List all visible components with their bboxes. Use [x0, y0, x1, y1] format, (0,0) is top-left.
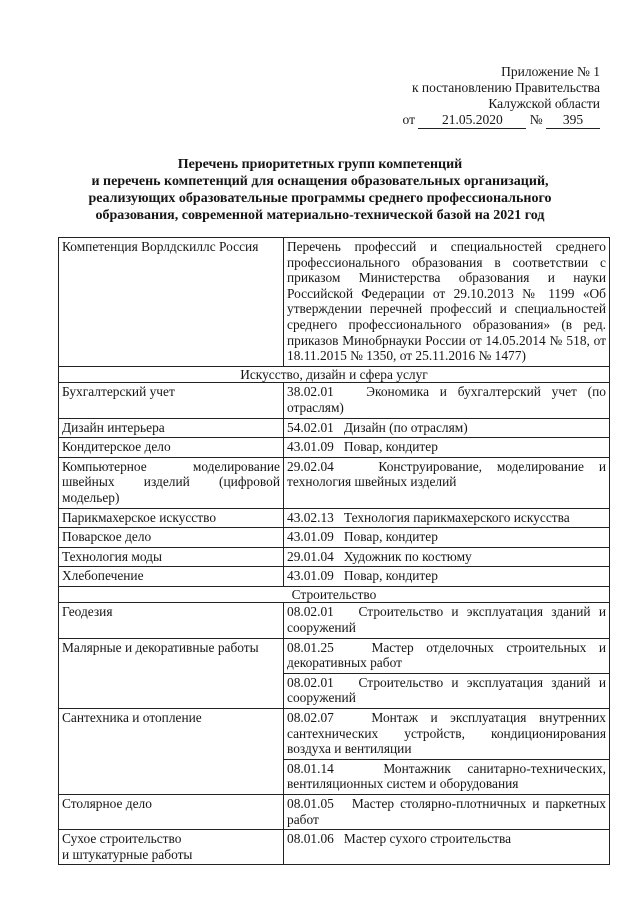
profession-code: 43.01.09 [287, 529, 334, 545]
profession-name: Дизайн (по отраслям) [340, 419, 468, 435]
profession-code: 29.02.04 [287, 458, 334, 474]
profession-cell [284, 567, 610, 587]
section-row [59, 586, 610, 603]
profession-name: Повар, кондитер [340, 568, 438, 584]
appendix-date-line [403, 112, 601, 129]
profession-cell [284, 709, 610, 760]
profession-code: 54.02.01 [287, 419, 334, 435]
table-row [59, 795, 610, 830]
profession-name: Монтаж и эксплуатация внутренних сантехнических устройств, кондиционирования воздуха и вентиляции [287, 710, 606, 757]
profession-code: 08.02.07 [287, 710, 334, 726]
profession-cell [284, 438, 610, 458]
profession-cell [284, 508, 610, 528]
competence-cell: Дизайн интерьера [59, 418, 284, 438]
appendix-block [403, 64, 601, 129]
profession-code: 08.02.01 [287, 604, 334, 620]
profession-cell [284, 418, 610, 438]
profession-code: 38.02.01 [287, 384, 334, 400]
profession-name: Строительство и эксплуатация зданий и сооружений [287, 674, 606, 706]
profession-code: 08.01.25 [287, 639, 334, 655]
profession-code: 29.01.04 [287, 548, 334, 564]
profession-cell [284, 638, 610, 673]
appendix-line-3: Калужской области [488, 96, 600, 111]
profession-cell [284, 383, 610, 418]
competence-cell: Сантехника и отопление [59, 709, 284, 760]
profession-cell [284, 673, 610, 708]
header-competence: Компетенция Ворлдскиллс Россия [59, 238, 284, 367]
competence-cell: Бухгалтерский учет [59, 383, 284, 418]
table-row [59, 638, 610, 673]
appendix-line-2: к постановлению Правительства [411, 80, 600, 95]
title-line-1: Перечень приоритетных групп компетенций [177, 157, 463, 172]
decree-number: 395 [546, 112, 600, 129]
profession-name: Повар, кондитер [340, 439, 438, 455]
profession-code: 43.01.09 [287, 568, 334, 584]
profession-name: Мастер отделочных строительных и декоративных работ [287, 639, 606, 671]
header-professions: Перечень профессий и специальностей среднего профессионального образования в соответствии с приказом Министерства образования и науки Российской Федерации от 29.10.2013 № 1199 «Об утверждении перечней профессий и специальностей среднего профессионального образования» (в ред. приказов Минобрнауки России от 14.05.2014 № 518, от 18.11.2015 № 1350, от 25.11.2016 № 1477) [284, 238, 610, 367]
profession-name: Технология парикмахерского искусства [340, 509, 570, 525]
profession-cell [284, 759, 610, 794]
section-row [59, 366, 610, 383]
profession-code: 43.01.09 [287, 439, 334, 455]
competence-cell: Компьютерное моделирование швейных изделий (цифровой модельер) [59, 457, 284, 508]
competence-cell [59, 759, 284, 794]
table-header-row [59, 238, 610, 367]
table-row [59, 528, 610, 548]
profession-name: Экономика и бухгалтерский учет (по отраслям) [287, 384, 606, 415]
table-row [59, 567, 610, 587]
table-row [59, 508, 610, 528]
table-row [59, 457, 610, 508]
title-line-4: образования, современной материально-технической базой на 2021 год [95, 208, 545, 223]
competence-cell: Кондитерское дело [59, 438, 284, 458]
profession-name: Строительство и эксплуатация зданий и сооружений [287, 604, 606, 636]
appendix-line-1: Приложение № 1 [501, 64, 600, 79]
document-title [0, 156, 640, 224]
profession-code: 43.02.13 [287, 509, 334, 525]
table-row [59, 709, 610, 760]
competence-cell: Парикмахерское искусство [59, 508, 284, 528]
profession-cell [284, 457, 610, 508]
competence-cell: Поварское дело [59, 528, 284, 548]
title-line-3: реализующих образовательные программы среднего профессионального [88, 191, 552, 206]
table-row [59, 759, 610, 794]
table-row [59, 603, 610, 638]
profession-name: Повар, кондитер [340, 529, 438, 545]
profession-code: 08.01.14 [287, 760, 334, 776]
number-prefix: № [529, 112, 543, 127]
section-title: Искусство, дизайн и сфера услуг [59, 366, 610, 383]
profession-cell [284, 528, 610, 548]
profession-name: Конструирование, моделирование и технология швейных изделий [287, 458, 606, 490]
profession-code: 08.01.06 [287, 831, 334, 847]
competence-cell: Геодезия [59, 603, 284, 638]
profession-name: Мастер сухого строительства [340, 831, 512, 847]
table-row [59, 830, 610, 865]
profession-cell [284, 795, 610, 830]
profession-cell [284, 830, 610, 865]
competence-cell: Малярные и декоративные работы [59, 638, 284, 673]
competence-table [58, 237, 610, 865]
table-row [59, 438, 610, 458]
competence-cell: Сухое строительство и штукатурные работы [59, 830, 284, 865]
competence-cell: Технология моды [59, 547, 284, 567]
decree-date: 21.05.2020 [418, 112, 526, 129]
table-row [59, 673, 610, 708]
table-row [59, 383, 610, 418]
profession-code: 08.02.01 [287, 674, 334, 690]
date-prefix: от [402, 112, 415, 127]
competence-cell: Столярное дело [59, 795, 284, 830]
profession-name: Мастер столярно-плотничных и паркетных работ [287, 796, 606, 827]
title-line-2: и перечень компетенций для оснащения образовательных организаций, [91, 174, 549, 189]
profession-cell [284, 603, 610, 638]
profession-name: Художник по костюму [340, 548, 472, 564]
profession-cell [284, 547, 610, 567]
table-row [59, 418, 610, 438]
table-row [59, 547, 610, 567]
profession-code: 08.01.05 [287, 796, 334, 811]
section-title: Строительство [59, 586, 610, 603]
competence-cell [59, 673, 284, 708]
competence-cell: Хлебопечение [59, 567, 284, 587]
profession-name: Монтажник санитарно-технических, вентиляционных систем и оборудования [287, 760, 606, 792]
